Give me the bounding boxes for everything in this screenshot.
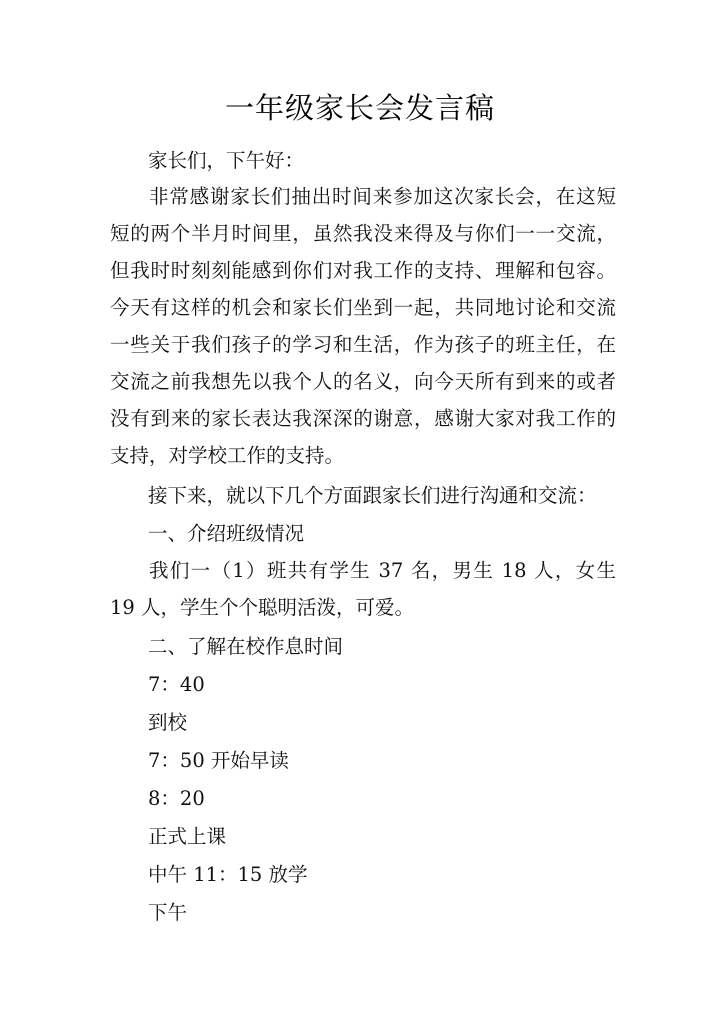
schedule-item: 到校 — [148, 711, 188, 734]
intro-paragraph: 非常感谢家长们抽出时间来参加这次家长会，在这短短的两个半月时间里，虽然我没来得及与你们一一交流，但我时时刻刻能感到你们对我工作的支持、理解和包容。今天有这样的机会和家长们坐到一起，共同地讨论和交流一些关于我们孩子的学习和生活，作为孩子的班主任，在交流之前我想先以我个人的名义，向今天所有到来的或者没有到来的家长表达我深深的谢意，感谢大家对我工作的支持，对学校工作的支持。 — [110, 185, 616, 467]
greeting: 家长们，下午好： — [148, 149, 305, 172]
schedule-item: 中午 11：15 放学 — [148, 863, 308, 886]
class-info-paragraph: 我们一（1）班共有学生 37 名，男生 18 人，女生 19 人，学生个个聪明活泼，可爱。 — [110, 559, 616, 619]
transition-text: 接下来，就以下几个方面跟家长们进行沟通和交流： — [148, 484, 597, 507]
section-heading-schedule: 二、了解在校作息时间 — [148, 635, 344, 658]
section-heading-class-info: 一、介绍班级情况 — [148, 522, 305, 545]
schedule-item: 7：50 开始早读 — [148, 749, 289, 772]
schedule-item: 7：40 — [148, 673, 205, 696]
schedule-item: 正式上课 — [148, 825, 227, 848]
schedule-item: 下午 — [148, 901, 188, 924]
schedule-item: 8：20 — [148, 787, 205, 810]
document-title: 一年级家长会发言稿 — [224, 91, 495, 125]
